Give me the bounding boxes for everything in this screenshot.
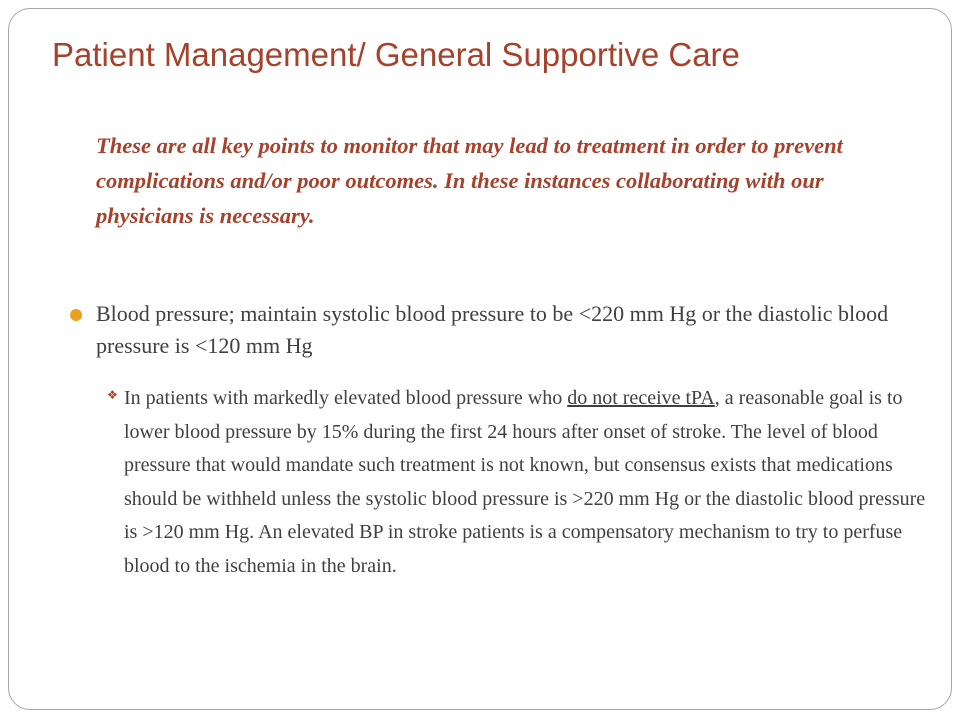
bullet-blood-pressure — [70, 298, 930, 362]
bullet-dot-icon — [70, 309, 82, 321]
sub-bullet-text-after: , a reasonable goal is to lower blood pressure by 15% during the first 24 hours after onset of stroke. The level of blood pressure that would mandate such treatment is not known, but consensus exists that medications should be withheld unless the systolic blood pressure is >220 mm Hg or the diastolic blood pressure is >120 mm Hg. An elevated BP in stroke patients is a compensatory mechanism to try to perfuse blood to the ischemia in the brain. — [124, 387, 926, 577]
slide-title: Patient Management/ General Supportive Care — [52, 36, 740, 73]
diamond-star-icon: ❖ — [107, 388, 118, 402]
bullet-text: Blood pressure; maintain systolic blood pressure to be <220 mm Hg or the diastolic blood pressure is <120 mm Hg — [96, 301, 889, 358]
sub-bullet-text — [124, 382, 927, 584]
sub-bullet-tpa — [107, 382, 927, 584]
sub-bullet-text-before: In patients with markedly elevated blood pressure who — [124, 387, 568, 409]
intro-paragraph: These are all key points to monitor that may lead to treatment in order to prevent complications and/or poor outcomes. In these instances collaborating with our physicians is necessary. — [96, 133, 843, 228]
sub-bullet-underlined-text: do not receive tPA — [567, 387, 715, 409]
